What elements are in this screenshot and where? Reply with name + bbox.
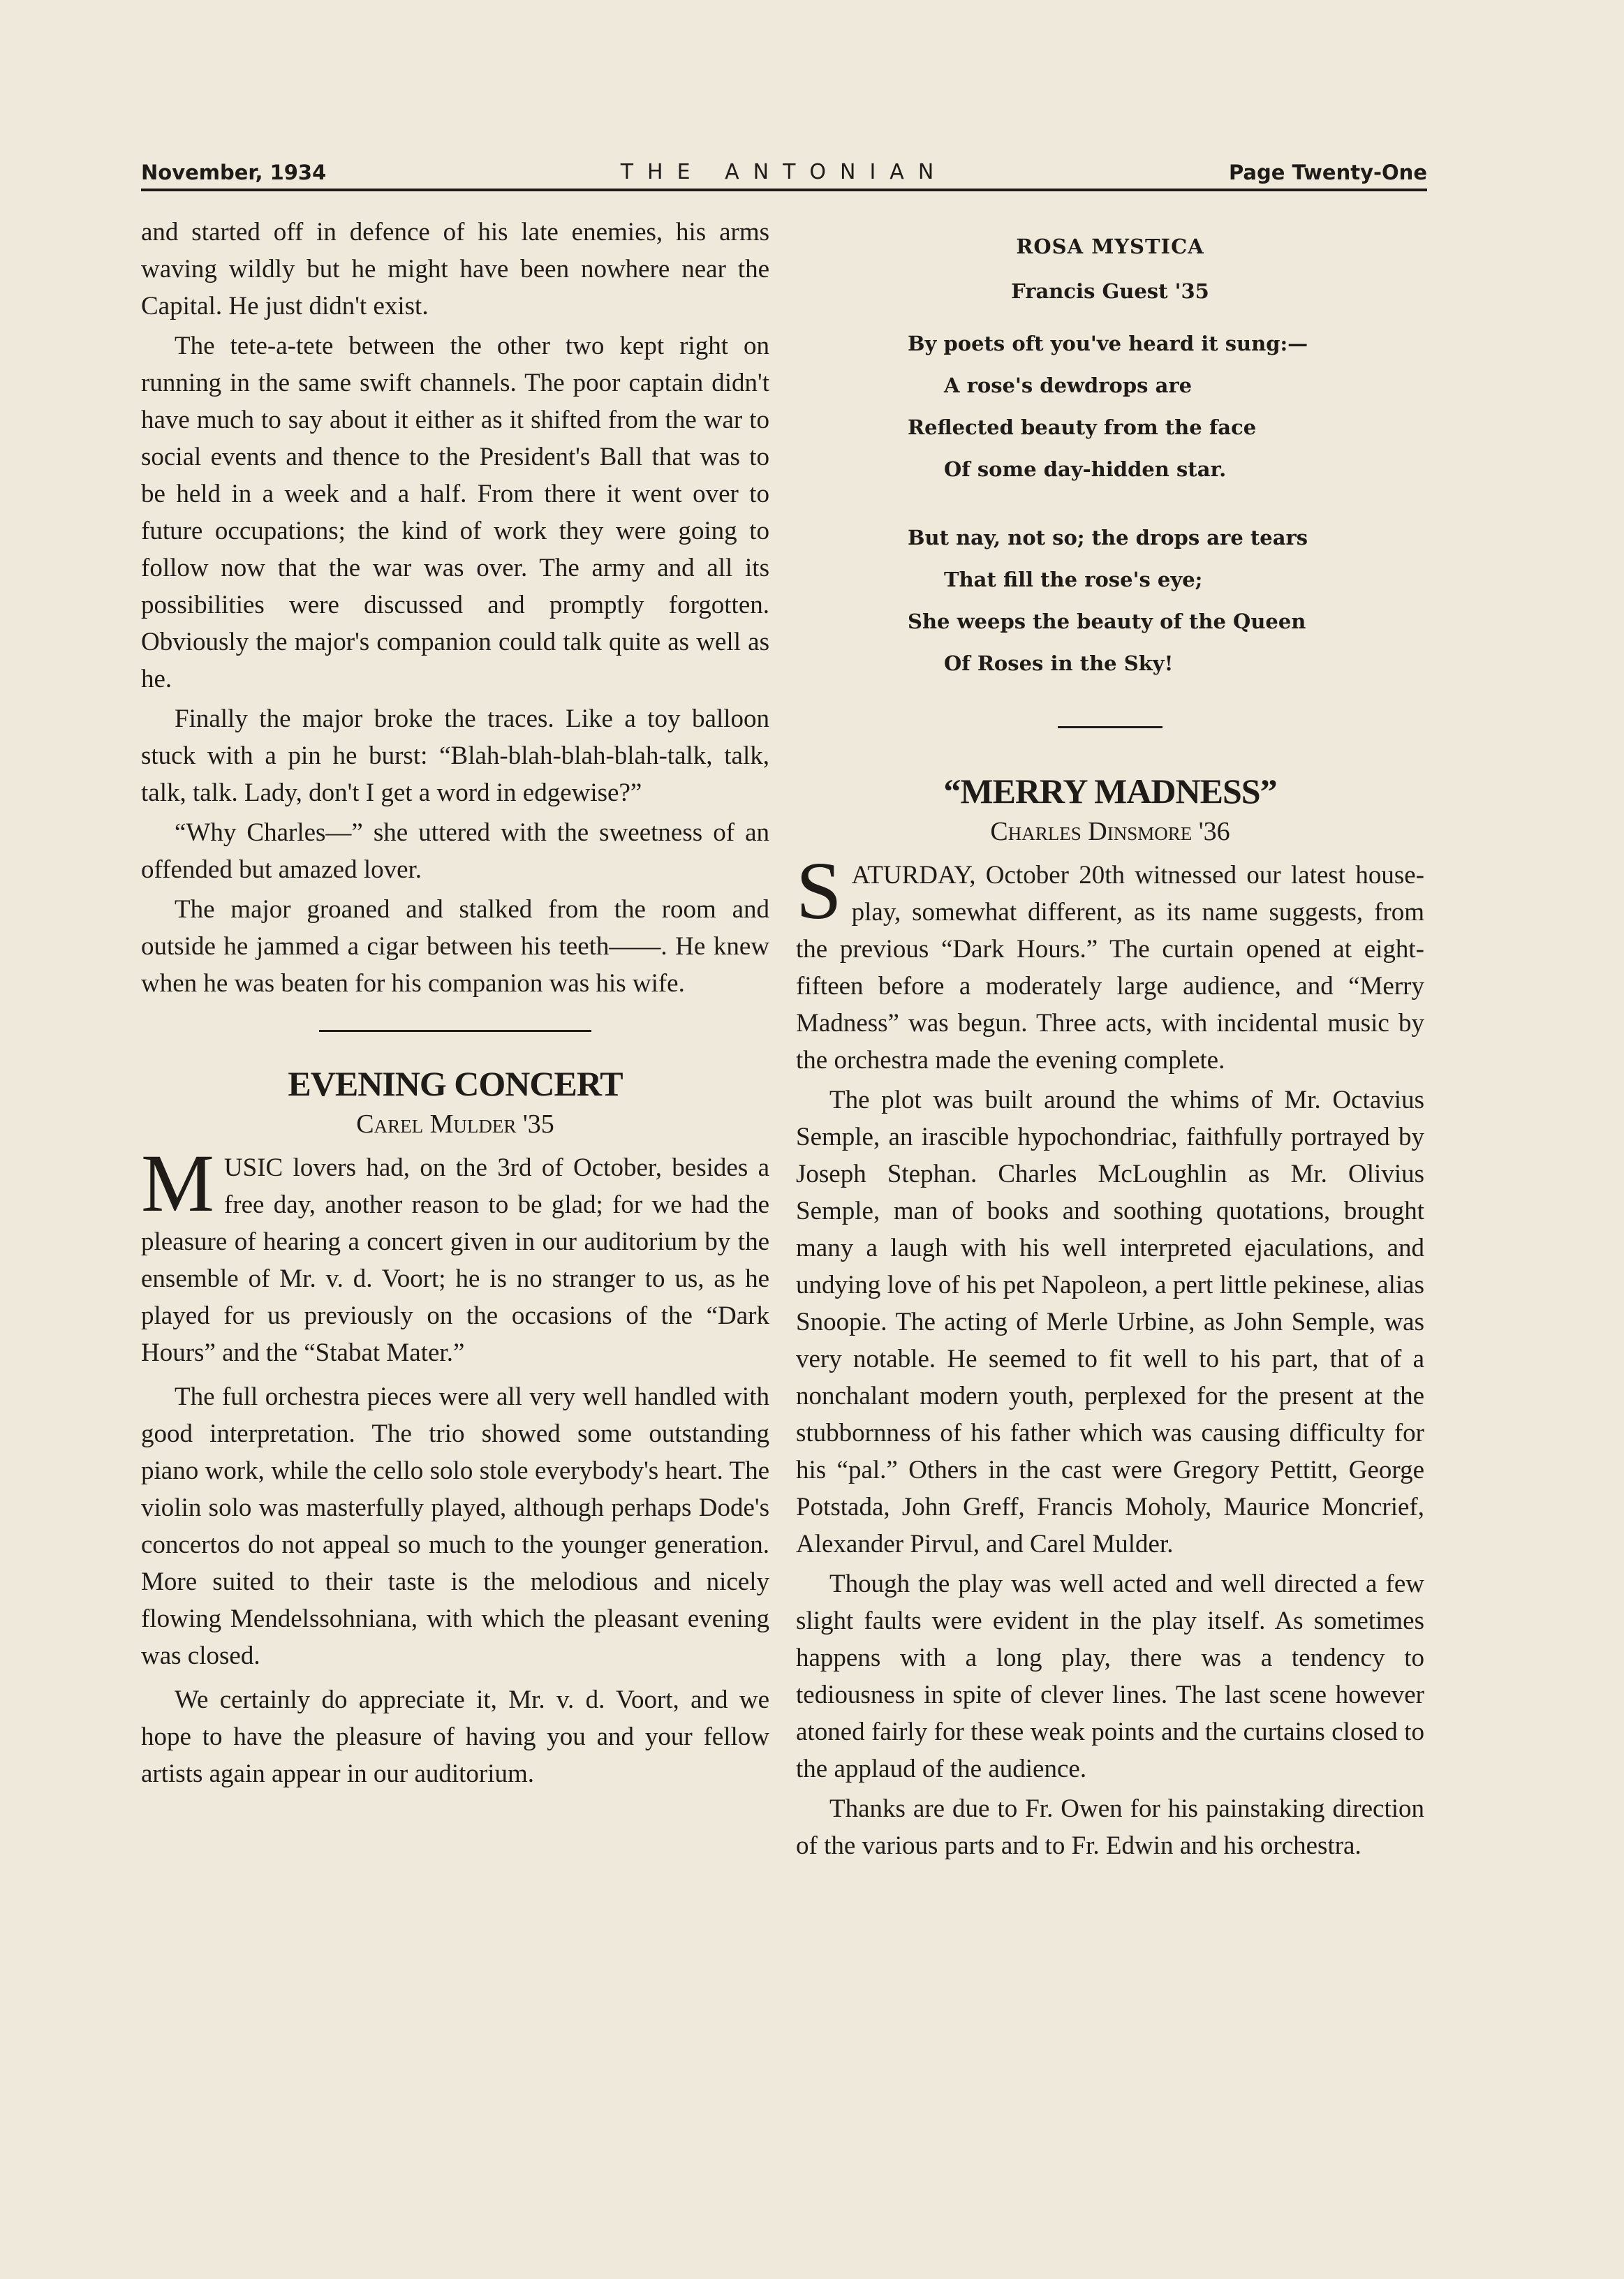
continuation-paragraph-3: Finally the major broke the traces. Like a toy balloon stuck with a pin he burst: “Blah-blah-blah-blah-talk, talk, talk, talk. Lady, don't I get a word in edgewise?” bbox=[141, 705, 769, 807]
poem-title: ROSA MYSTICA bbox=[1016, 235, 1204, 258]
poem-stanza-1 bbox=[796, 323, 1424, 490]
play-paragraph-2: The plot was built around the whims of Mr. Octavius Semple, an irascible hypochondriac, faithfully portrayed by Joseph Stephan. Charles McLoughlin as Mr. Olivius Semple, man of books and soothing quotations, brought many a laugh with his well interpreted ejaculations, and undying love of his pet Napoleon, a pert little pekinese, alias Snoopie. The acting of Merle Urbine, as John Semple, was very notable. He seemed to fit well to his part, that of a nonchalant modern youth, perplexed for the present at the stubbornness of his father which was causing difficulty for his “pal.” Others in the cast were Gregory Pettitt, George Potstada, John Greff, Francis Moholy, Maurice Moncrief, Alexander Pirvul, and Carel Mulder. bbox=[796, 1086, 1424, 1558]
continuation-paragraph-4: “Why Charles—” she uttered with the sweetness of an offended but amazed lover. bbox=[141, 818, 769, 884]
header-page-number: Page Twenty-One bbox=[1228, 161, 1427, 184]
concert-paragraph-1: MUSIC lovers had, on the 3rd of October, besides a free day, another reason to be glad; for we had the pleasure of hearing a concert given in our auditorium by the ensemble of Mr. v. d. Voort; he is no stranger to us, as he played for us previously on the occasions of the “Dark Hours” and the “Stabat Mater.” bbox=[141, 1137, 769, 1367]
poem-line: By poets oft you've heard it sung:— bbox=[908, 332, 1308, 355]
concert-article bbox=[141, 1063, 769, 1792]
poem-line: Of Roses in the Sky! bbox=[944, 651, 1174, 675]
section-divider bbox=[319, 1030, 591, 1032]
concert-dropcap: M bbox=[141, 1137, 214, 1229]
play-paragraph-1: SATURDAY, October 20th witnessed our latest house-play, somewhat different, as its name suggests, from the previous “Dark Hours.” The curtain opened at eight-fifteen before a moderately large audience, and “Merry Madness” was begun. Three acts, with incidental music by the orchestra made the evening complete. bbox=[796, 845, 1424, 1075]
continuation-paragraph-5: The major groaned and stalked from the room and outside he jammed a cigar between his teeth——. He knew when he was beaten for his companion was his wife. bbox=[141, 895, 769, 998]
header-date: November, 1934 bbox=[141, 161, 327, 184]
concert-author: Carel Mulder '35 bbox=[356, 1109, 554, 1139]
left-column bbox=[141, 214, 769, 1792]
play-author: Charles Dinsmore '36 bbox=[990, 817, 1230, 846]
concert-paragraph-2: The full orchestra pieces were all very well handled with good interpretation. The trio showed some outstanding piano work, while the cello solo stole everybody's heart. The violin solo was masterfully played, although perhaps Dode's concertos do not appeal so much to the younger generation. More suited to their taste is the melodious and nicely flowing Mendelssohniana, with which the pleasant evening was closed. bbox=[141, 1382, 769, 1670]
poem bbox=[796, 235, 1424, 684]
story-continuation bbox=[141, 214, 769, 1002]
continuation-paragraph-2: The tete-a-tete between the other two kept right on running in the same swift channels. The poor captain didn't have much to say about it either as it shifted from the war to social events and thence to the President's Ball that was to be held in a week and a half. From there it went over to future occupations; the kind of work they were going to follow now that the war was over. The army and all its possibilities were discussed and promptly forgotten. Obviously the major's companion could talk quite as well as he. bbox=[141, 332, 769, 693]
concert-title: EVENING CONCERT bbox=[288, 1064, 623, 1103]
concert-paragraph-3: We certainly do appreciate it, Mr. v. d. Voort, and we hope to have the pleasure of having you and your fellow artists again appear in our auditorium. bbox=[141, 1686, 769, 1788]
poem-divider bbox=[1058, 726, 1162, 728]
play-paragraph-3: Though the play was well acted and well directed a few slight faults were evident in the play itself. As sometimes happens with a long play, there was a tendency to tediousness in spite of clever lines. The last scene however atoned fairly for these weak points and the curtains closed to the applaud of the audience. bbox=[796, 1570, 1424, 1783]
right-column bbox=[796, 214, 1424, 1864]
poem-line: But nay, not so; the drops are tears bbox=[908, 526, 1308, 550]
play-paragraph-4: Thanks are due to Fr. Owen for his painstaking direction of the various parts and to Fr. Edwin and his orchestra. bbox=[796, 1794, 1424, 1860]
poem-author: Francis Guest '35 bbox=[1011, 279, 1209, 303]
poem-stanza-2 bbox=[796, 517, 1424, 684]
running-header bbox=[141, 158, 1427, 191]
play-title: “MERRY MADNESS” bbox=[943, 772, 1277, 811]
continuation-paragraph-1: and started off in defence of his late enemies, his arms waving wildly but he might have been nowhere near the Capital. He just didn't exist. bbox=[141, 218, 769, 320]
poem-line: That fill the rose's eye; bbox=[944, 568, 1203, 591]
poem-line: She weeps the beauty of the Queen bbox=[908, 610, 1306, 633]
play-dropcap: S bbox=[796, 845, 842, 936]
poem-line: Of some day-hidden star. bbox=[944, 457, 1227, 481]
header-publication: THE ANTONIAN bbox=[620, 160, 948, 184]
poem-line: Reflected beauty from the face bbox=[908, 415, 1257, 439]
poem-line: A rose's dewdrops are bbox=[944, 374, 1193, 397]
play-article bbox=[796, 770, 1424, 1864]
